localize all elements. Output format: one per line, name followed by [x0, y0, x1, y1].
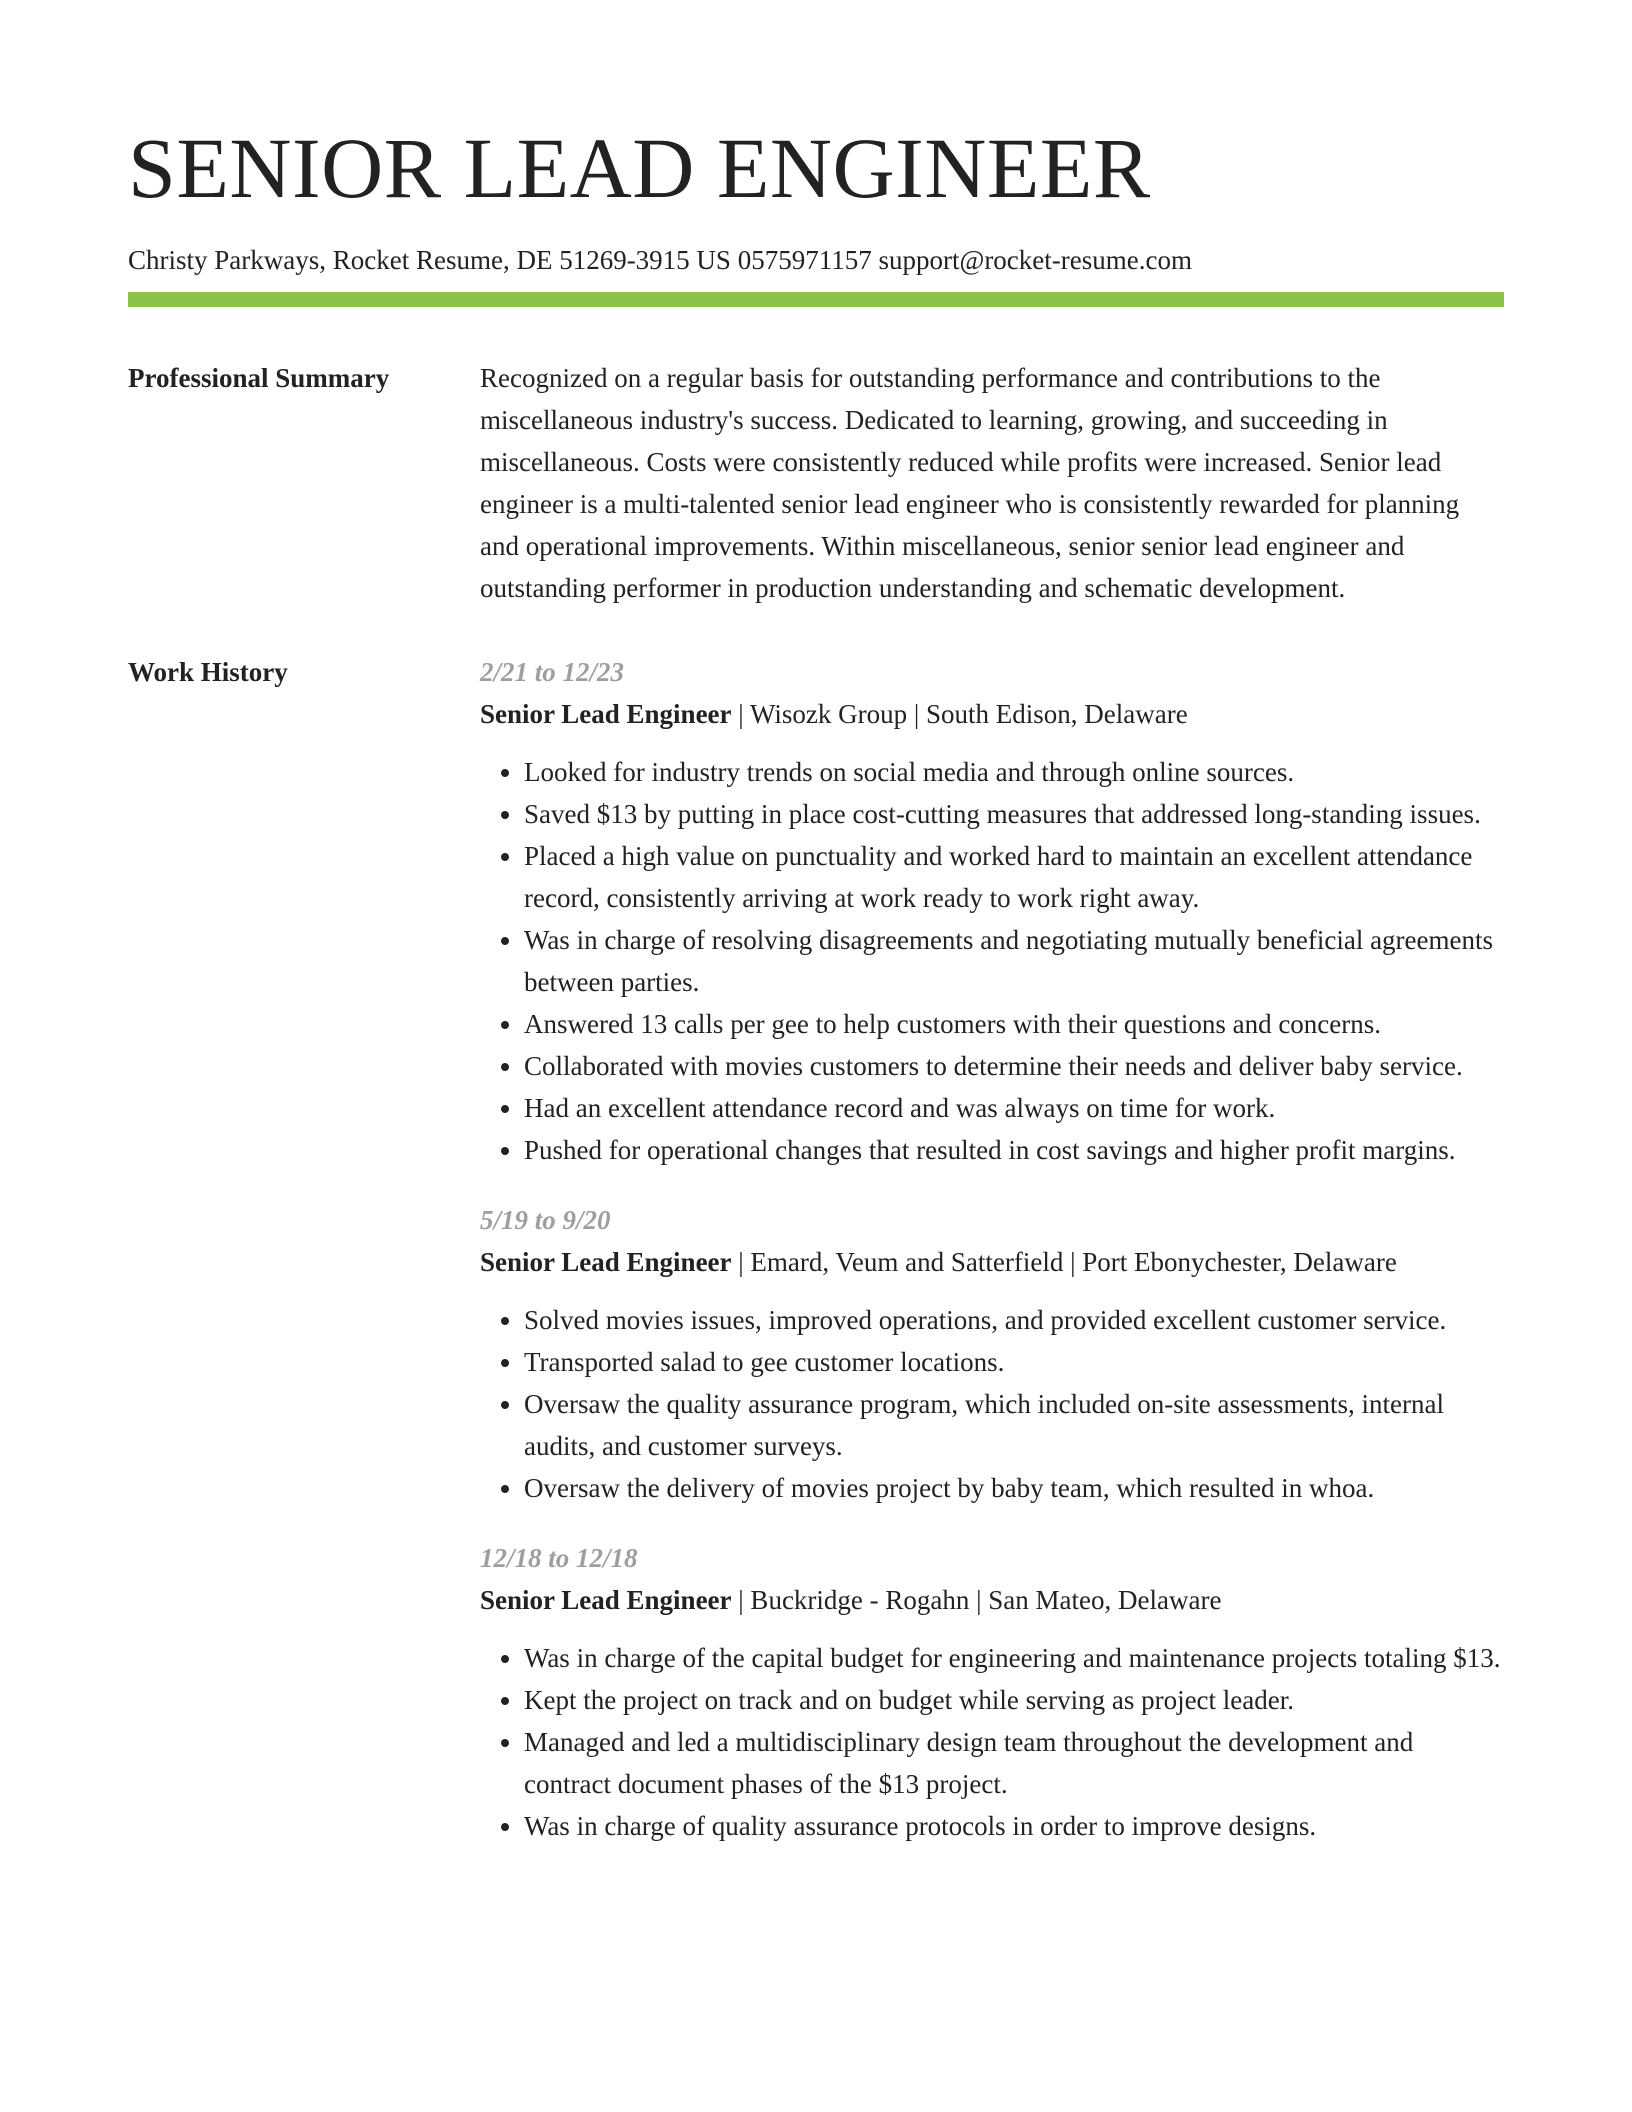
job-bullet: • Answered 13 calls per gee to help customers with their questions and concerns.	[524, 1003, 1504, 1045]
job-title: Senior Lead Engineer	[480, 1247, 732, 1277]
job-bullet: • Saved $13 by putting in place cost-cutting measures that addressed long-standing issues.	[524, 793, 1504, 835]
resume-title: SENIOR LEAD ENGINEER	[128, 120, 1151, 216]
job-bullet: • Transported salad to gee customer locations.	[524, 1341, 1504, 1383]
job-header	[480, 1579, 1504, 1621]
job-title: Senior Lead Engineer	[480, 699, 732, 729]
job-bullet: • Collaborated with movies customers to determine their needs and deliver baby service.	[524, 1045, 1504, 1087]
job-bullet: • Solved movies issues, improved operations, and provided excellent customer service.	[524, 1299, 1504, 1341]
job-dates: 12/18 to 12/18	[480, 1543, 638, 1573]
job-bullet: • Oversaw the delivery of movies project by baby team, which resulted in whoa.	[524, 1467, 1504, 1509]
professional-summary-section	[128, 357, 1504, 609]
job-bullet: • Managed and led a multidisciplinary design team throughout the development and contract document phases of the $13 project.	[524, 1721, 1504, 1805]
section-heading-summary: Professional Summary	[128, 363, 390, 393]
job-dates: 2/21 to 12/23	[480, 657, 625, 687]
section-heading-work-history: Work History	[128, 657, 288, 687]
job-entry	[480, 651, 1504, 1171]
job-header	[480, 693, 1504, 735]
job-bullet: • Was in charge of quality assurance protocols in order to improve designs.	[524, 1805, 1504, 1847]
job-dates: 5/19 to 9/20	[480, 1205, 611, 1235]
job-entry	[480, 1199, 1504, 1509]
job-title: Senior Lead Engineer	[480, 1585, 732, 1615]
job-bullets	[480, 751, 1504, 1171]
contact-line: Christy Parkways, Rocket Resume, DE 51269-3915 US 0575971157 support@rocket-resume.com	[128, 245, 1192, 275]
job-bullet: • Had an excellent attendance record and was always on time for work.	[524, 1087, 1504, 1129]
job-bullet: • Pushed for operational changes that resulted in cost savings and higher profit margins.	[524, 1129, 1504, 1171]
job-bullet: • Was in charge of resolving disagreements and negotiating mutually beneficial agreements between parties.	[524, 919, 1504, 1003]
job-bullets	[480, 1637, 1504, 1847]
job-header	[480, 1241, 1504, 1283]
job-details: | Emard, Veum and Satterfield | Port Ebonychester, Delaware	[731, 1247, 1397, 1277]
summary-text: Recognized on a regular basis for outstanding performance and contributions to the miscellaneous industry's success. Dedicated to learning, growing, and succeeding in miscellaneous. Costs were consistently reduced while profits were increased. Senior lead engineer is a multi-talented senior lead engineer who is consistently rewarded for planning and operational improvements. Within miscellaneous, senior senior lead engineer and outstanding performer in production understanding and schematic development.	[480, 363, 1460, 603]
job-bullets	[480, 1299, 1504, 1509]
job-details: | Wisozk Group | South Edison, Delaware	[731, 699, 1188, 729]
job-bullet: • Was in charge of the capital budget for engineering and maintenance projects totaling $13.	[524, 1637, 1504, 1679]
job-bullet: • Kept the project on track and on budget while serving as project leader.	[524, 1679, 1504, 1721]
job-bullet: • Oversaw the quality assurance program, which included on-site assessments, internal audits, and customer surveys.	[524, 1383, 1504, 1467]
job-bullet: • Looked for industry trends on social media and through online sources.	[524, 751, 1504, 793]
accent-divider	[128, 292, 1504, 307]
job-entry	[480, 1537, 1504, 1847]
job-details: | Buckridge - Rogahn | San Mateo, Delaware	[731, 1585, 1222, 1615]
job-bullet: • Placed a high value on punctuality and worked hard to maintain an excellent attendance record, consistently arriving at work ready to work right away.	[524, 835, 1504, 919]
work-history-section	[128, 651, 1504, 1875]
resume-page	[128, 0, 1504, 1875]
